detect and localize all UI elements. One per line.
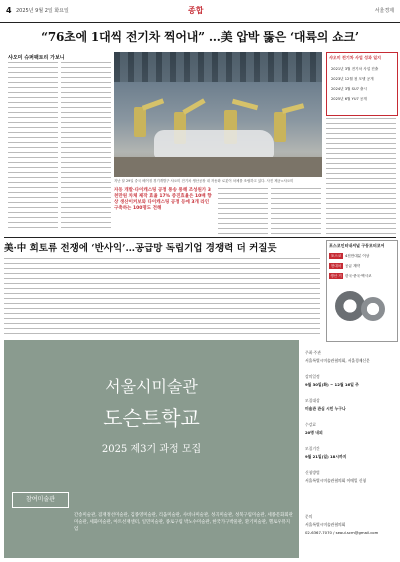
article1-body-col1 — [8, 62, 58, 232]
product-value-1: 4천만대분 이상 — [345, 254, 370, 258]
program-info-panel — [301, 344, 396, 558]
capacity-label: 수강료 — [305, 422, 317, 427]
photo-caption: 지난 달 29일 중국 베이징 경기개발구 샤오미 전기차 생산공장 내 자동화 로봇이 차체를 조립하고 있다. 사진 제공=샤오미 — [114, 179, 294, 183]
product-box-title: 포스코인터내셔널 구동모터코어 — [329, 243, 385, 248]
section-divider — [4, 237, 396, 238]
sidebar-title: 샤오미 전기차 사업 성과 일지 — [329, 55, 381, 60]
article1-subhead: 자동 개발·다이캐스팅 공정 통송 통해 조성원가 3천만원 차체 제작 효율 17% 증진효율은 10배 향상 생산이커보와 다이캐스팅 공정 등에 3개 라인 구축하는 100명도 전해 — [114, 188, 212, 211]
article1-headline[interactable]: “76초에 1대씩 전기차 찍어내” …美 압박 뚫은 ‘대륙의 쇼크’ — [41, 30, 359, 44]
banner-line2: 도슨트학교 — [103, 406, 200, 430]
hosts-value: 서울특별시미술관협의회, 서울경제신문 — [305, 358, 370, 363]
period-value: 9월 30일(화) ~ 12월 16일 주 — [305, 382, 359, 387]
participating-museums-badge: 참여미술관 — [12, 492, 69, 508]
motor-core-image — [335, 287, 389, 327]
article2-body — [4, 258, 320, 336]
publisher-name: 서울경제 — [374, 8, 394, 14]
capacity-value: 20명 내외 — [305, 430, 323, 435]
article1-body-col5 — [326, 118, 396, 234]
product-label-3: 생산 거점 — [330, 274, 342, 284]
sidebar-row: 2025년 6월 YU7 공개 — [331, 97, 367, 101]
sidebar-stats-box — [326, 52, 398, 116]
target-value: 미술관 관심 시민 누구나 — [305, 406, 346, 411]
apply-method-label: 신청방법 — [305, 470, 320, 475]
issue-date: 2025년 9월 2일 화요일 — [16, 8, 69, 14]
apply-period-label: 모집기간 — [305, 446, 320, 451]
apply-period-value: 9월 21일(일) 18시까지 — [305, 454, 347, 459]
product-label-2: 현대차 — [330, 264, 342, 268]
page-header — [0, 0, 400, 23]
sidebar-row: 2021년 3월 전기차 사업 진출 — [331, 67, 379, 71]
product-value-3: 한국·중국·멕시코 — [345, 274, 372, 278]
hosts-label: 주최·주관 — [305, 350, 321, 355]
contact-label: 문의 — [305, 514, 313, 519]
article1-kicker: 샤오미 슈퍼팩토리 가보니 — [8, 55, 65, 61]
product-value-2: 공급 계약 — [345, 264, 361, 268]
period-label: 강의일정 — [305, 374, 320, 379]
docent-school-banner[interactable] — [4, 340, 299, 558]
page-number: 4 — [6, 6, 12, 15]
section-label: 종합 — [188, 6, 204, 15]
museum-list: 간송미술관, 겸재정선미술관, 김종영미술관, 리움미술관, 사비나미술관, 성곡미술관, 성북구립미술관, 세종문화회관 미술관, 세화미술관, 아트선재센터, 일민미술관, 종로구립 박노수미술관, 한국가구박물관, 환기미술관, 헬로우뮤지엄 — [74, 513, 293, 532]
article1-body-col3 — [218, 188, 268, 234]
contact-phone[interactable]: 02-6367-7070 / seoul.scm@gmail.com — [305, 530, 379, 535]
banner-line3: 2025 제3기 과정 모집 — [101, 444, 202, 455]
product-info-box — [326, 240, 398, 342]
product-label-1: 포스코 — [330, 254, 342, 258]
target-label: 모집대상 — [305, 398, 320, 403]
article2-headline[interactable]: 美·中 희토류 전쟁에 ‘반사익’…공급망 독립기업 경쟁력 더 커질듯 — [4, 243, 277, 254]
article1-body-col4 — [271, 188, 321, 234]
factory-photo — [114, 52, 322, 177]
article1-body-col2 — [61, 62, 111, 232]
banner-line1: 서울시미술관 — [105, 377, 198, 396]
sidebar-row: 2023년 12월 첫 모델 공개 — [331, 77, 374, 81]
contact-org: 서울특별시미술관협의회 — [305, 522, 346, 527]
apply-method-value: 서울특별시미술관협의회 이메일 신청 — [305, 478, 367, 483]
sidebar-row: 2024년 3월 SU7 출시 — [331, 87, 367, 91]
